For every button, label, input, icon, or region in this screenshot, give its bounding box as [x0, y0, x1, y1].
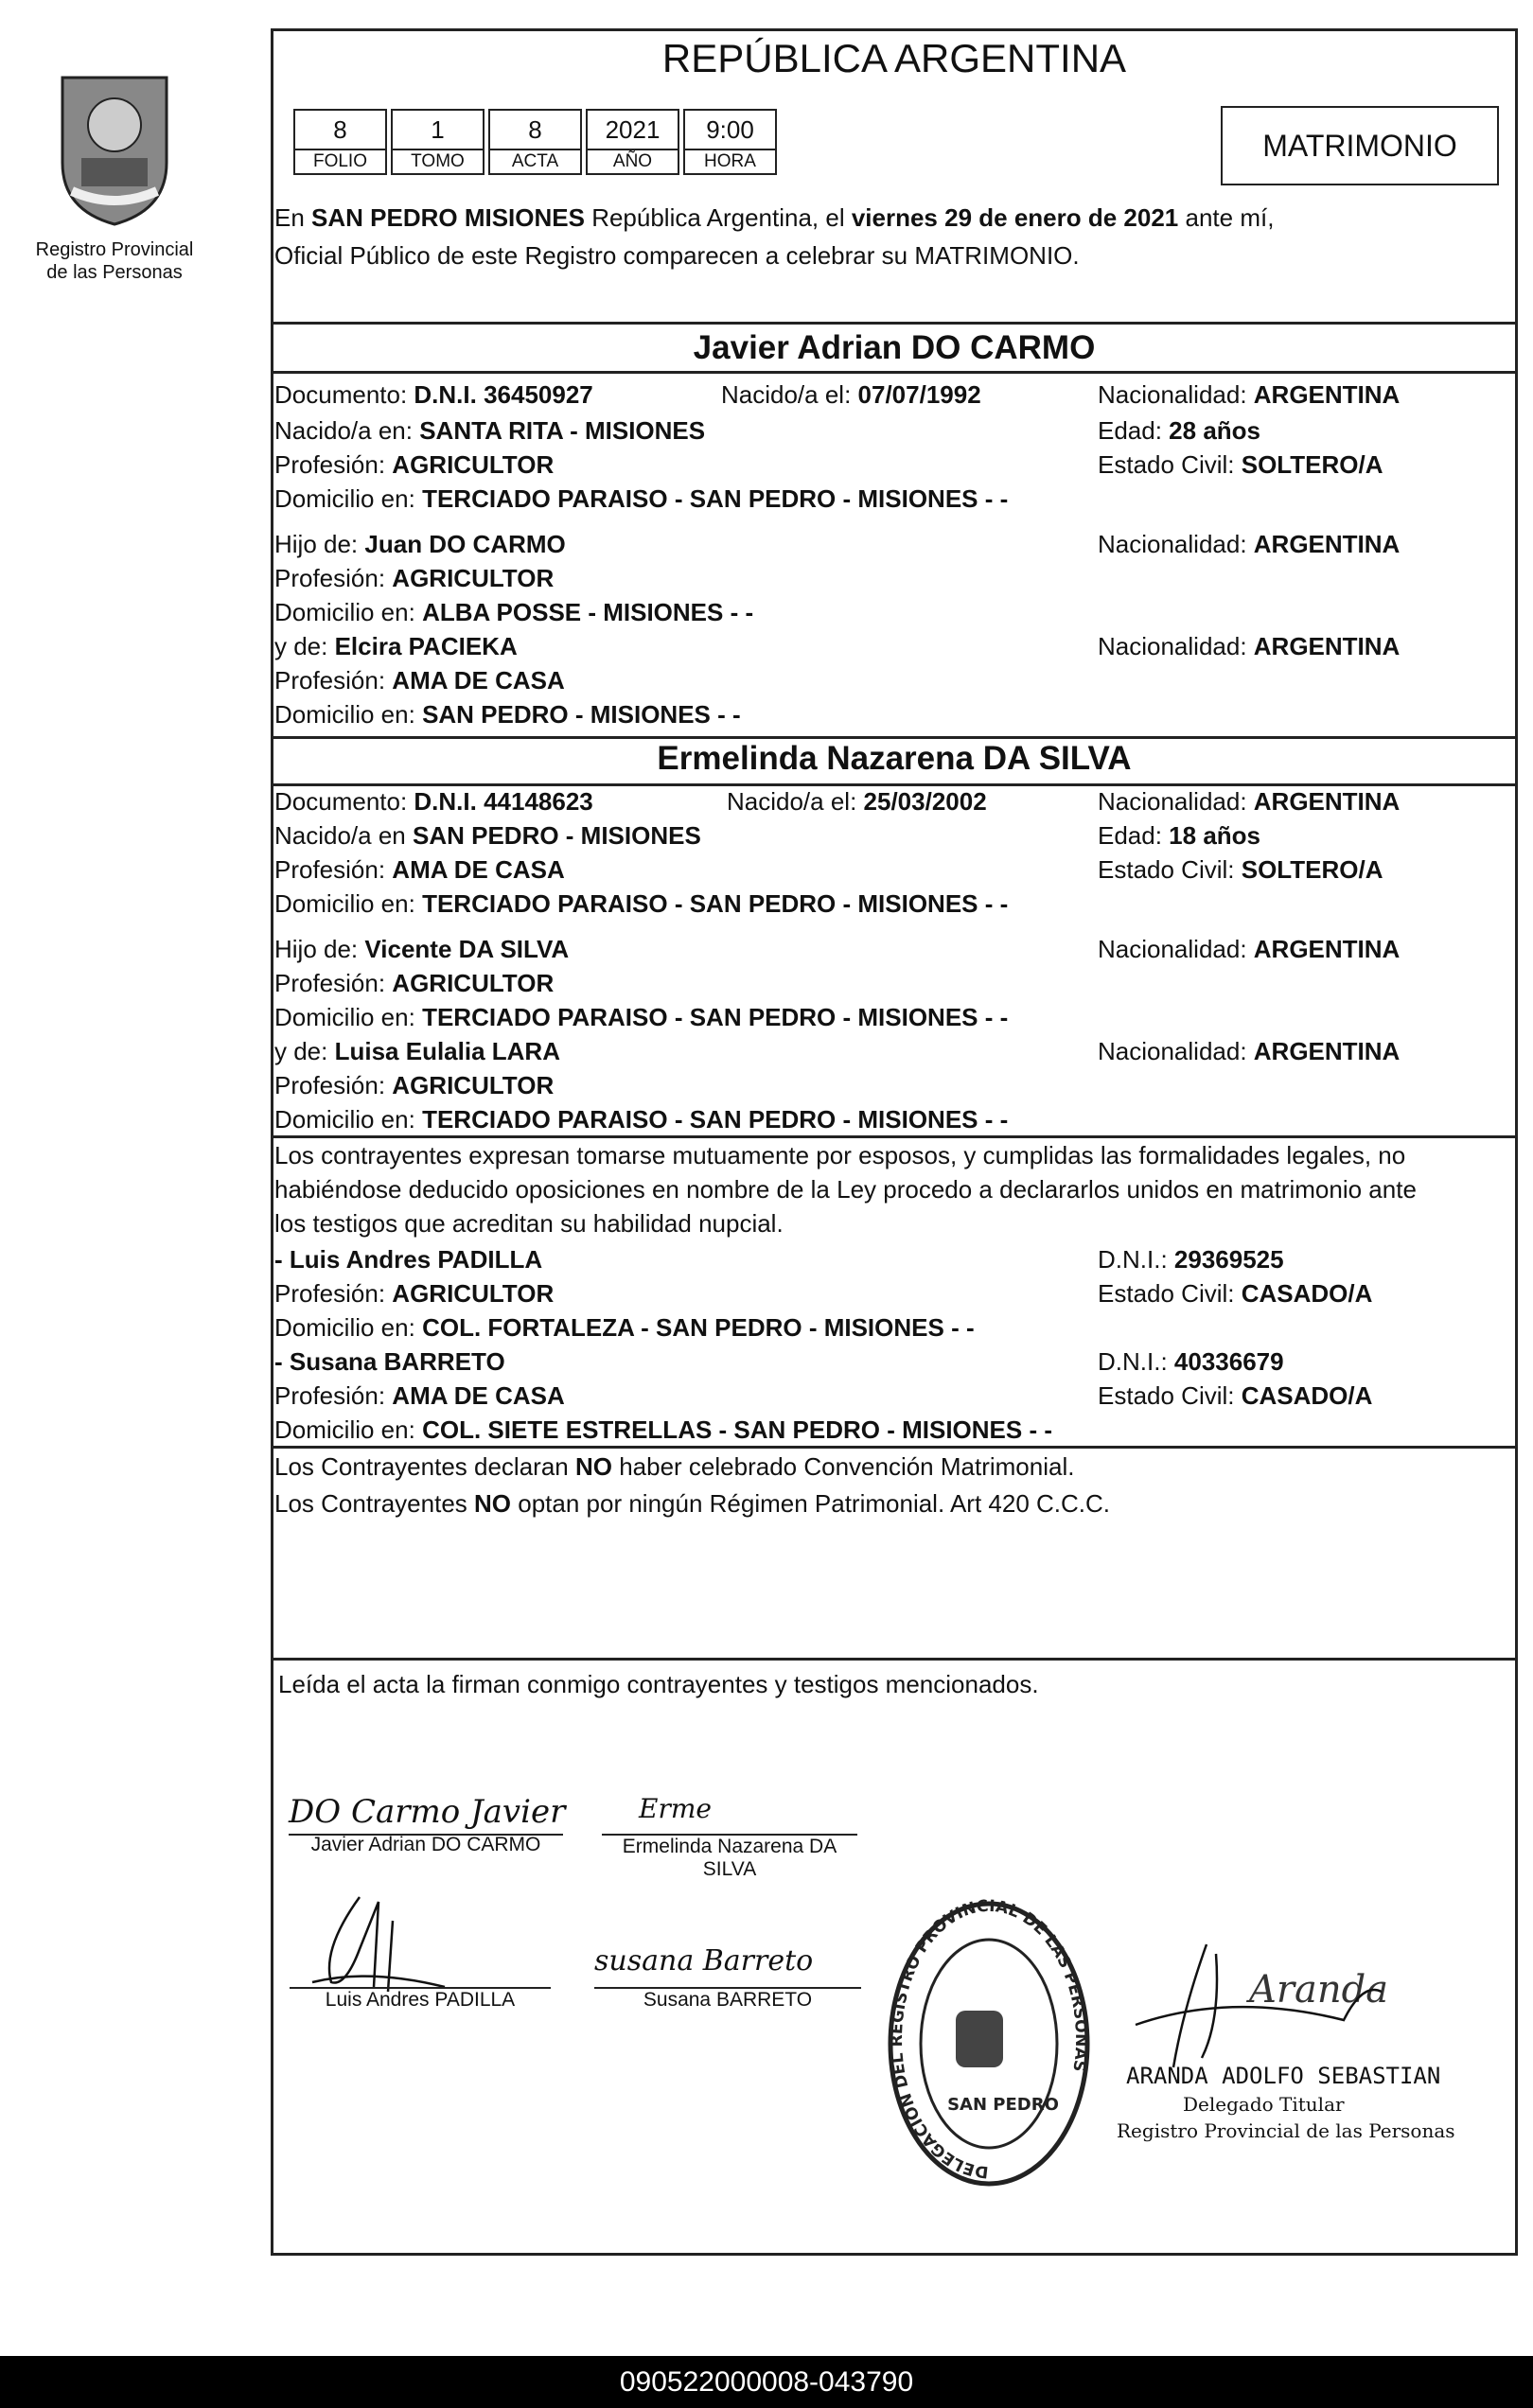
witness-1-signature-caption: Luis Andres PADILLA	[325, 1989, 516, 2011]
bride-doc	[274, 787, 593, 817]
field-value: 29369525	[1173, 1245, 1284, 1274]
groom-nationality	[1098, 380, 1400, 410]
groom-profession	[274, 450, 554, 480]
field-value: AGRICULTOR	[392, 564, 555, 592]
field-label: Nacionalidad:	[1098, 530, 1254, 558]
field-value: AMA DE CASA	[392, 1381, 565, 1410]
field-label: Hijo de:	[274, 935, 365, 963]
field-label: Edad:	[1098, 416, 1170, 445]
witness-2-dni	[1098, 1347, 1284, 1377]
year-label: AÑO	[612, 151, 653, 171]
witness-1-name: - Luis Andres PADILLA	[274, 1245, 543, 1274]
field-value: AMA DE CASA	[392, 855, 565, 884]
divider	[271, 1658, 1518, 1661]
regime-text: Los Contrayentes	[274, 1489, 475, 1518]
bride-mother-address	[274, 1105, 1008, 1134]
groom-signature-caption: Javier Adrian DO CARMO	[310, 1834, 541, 1855]
groom-name: Javier Adrian DO CARMO	[693, 329, 1096, 366]
groom-father-address	[274, 598, 753, 627]
field-label: Domicilio en:	[274, 484, 423, 513]
field-value: ARGENTINA	[1253, 935, 1401, 963]
intro-text: República Argentina, el	[584, 203, 852, 232]
field-value: 40336679	[1173, 1347, 1284, 1376]
record-type-box: MATRIMONIO	[1221, 106, 1499, 185]
field-value: Juan DO CARMO	[364, 530, 566, 558]
divider	[271, 322, 1518, 325]
bride-civil-status	[1098, 855, 1383, 885]
field-label: Domicilio en:	[274, 1313, 423, 1342]
declaration-line-2: habiéndose deducido oposiciones en nombre de la Ley procedo a declararlos unidos en matrimonio ante	[274, 1175, 1417, 1204]
field-value: ARGENTINA	[1253, 632, 1401, 660]
witness-2-address	[274, 1415, 1052, 1445]
field-label: Profesión:	[274, 969, 393, 997]
regime-no: NO	[474, 1489, 512, 1518]
field-value: 25/03/2002	[863, 787, 987, 816]
field-label: Profesión:	[274, 666, 393, 694]
field-value: CASADO/A	[1241, 1279, 1373, 1308]
intro-line-2: Oficial Público de este Registro comparecen a celebrar su MATRIMONIO.	[274, 241, 1080, 270]
groom-signature: DO Carmo Javier	[289, 1793, 566, 1831]
acta-label: ACTA	[511, 151, 559, 171]
hour-cell	[683, 109, 777, 175]
field-value: 07/07/1992	[857, 380, 981, 409]
groom-mother-nationality	[1098, 632, 1400, 661]
witness-2-civil-status	[1098, 1381, 1372, 1411]
witness-2-signature-caption: Susana BARRETO	[643, 1989, 813, 2011]
divider	[271, 736, 1518, 739]
field-value: 28 años	[1169, 416, 1260, 445]
regime-statement	[274, 1489, 1110, 1519]
hour-value: 9:00	[685, 111, 775, 150]
field-value: TERCIADO PARAISO - SAN PEDRO - MISIONES - -	[422, 1003, 1009, 1031]
field-value: SANTA RITA - MISIONES	[419, 416, 706, 445]
bride-address	[274, 889, 1008, 919]
intro-text: En	[274, 203, 312, 232]
field-value: TERCIADO PARAISO - SAN PEDRO - MISIONES - -	[422, 889, 1009, 918]
field-label: Domicilio en:	[274, 1105, 423, 1134]
year-value: 2021	[588, 111, 678, 150]
field-value: Luisa Eulalia LARA	[334, 1037, 560, 1065]
bride-age	[1098, 821, 1260, 851]
field-value: AGRICULTOR	[392, 1279, 555, 1308]
witness-1-profession	[274, 1279, 554, 1309]
field-value: CASADO/A	[1241, 1381, 1373, 1410]
regime-text: Los Contrayentes declaran	[274, 1452, 575, 1481]
groom-born-date	[721, 380, 981, 410]
bride-born-in	[274, 821, 701, 851]
field-label: Nacionalidad:	[1098, 935, 1254, 963]
groom-age	[1098, 416, 1260, 446]
bride-father-address	[274, 1003, 1008, 1032]
bride-profession	[274, 855, 565, 885]
logo-caption-line-1: Registro Provincial	[35, 239, 194, 260]
field-value: D.N.I. 36450927	[414, 380, 593, 409]
field-value: SOLTERO/A	[1241, 855, 1383, 884]
field-value: Vicente DA SILVA	[364, 935, 570, 963]
province-logo	[44, 59, 185, 229]
field-label: Nacionalidad:	[1098, 632, 1254, 660]
witness-1-signature	[303, 1892, 454, 1996]
groom-father	[274, 530, 566, 559]
field-value: COL. SIETE ESTRELLAS - SAN PEDRO - MISIONES - -	[422, 1415, 1052, 1444]
acta-cell	[488, 109, 582, 175]
hour-label: HORA	[704, 151, 756, 171]
bride-signature: Erme	[639, 1793, 712, 1824]
field-value: TERCIADO PARAISO - SAN PEDRO - MISIONES - -	[422, 1105, 1009, 1134]
field-value: ALBA POSSE - MISIONES - -	[422, 598, 754, 626]
groom-civil-status	[1098, 450, 1383, 480]
official-organization: Registro Provincial de las Personas	[1117, 2119, 1455, 2142]
groom-father-nationality	[1098, 530, 1400, 559]
groom-father-profession	[274, 564, 554, 593]
field-label: Documento:	[274, 787, 414, 816]
field-label: Profesión:	[274, 450, 393, 479]
official-name: ARANDA ADOLFO SEBASTIAN	[1126, 2063, 1441, 2089]
field-label: Nacionalidad:	[1098, 1037, 1254, 1065]
bride-mother-profession	[274, 1071, 554, 1100]
field-label: Domicilio en:	[274, 598, 423, 626]
groom-born-in	[274, 416, 705, 446]
field-label: Nacido/a en	[274, 821, 413, 850]
field-label: D.N.I.:	[1098, 1347, 1174, 1376]
bride-signature-caption	[602, 1836, 857, 1881]
field-value: Elcira PACIEKA	[334, 632, 518, 660]
field-label: D.N.I.:	[1098, 1245, 1174, 1274]
intro-line-1	[274, 203, 1274, 233]
groom-mother	[274, 632, 518, 661]
caption-line: SILVA	[702, 1858, 757, 1880]
witness-1-dni	[1098, 1245, 1284, 1274]
bride-father-profession	[274, 969, 554, 998]
field-value: SAN PEDRO - MISIONES	[412, 821, 701, 850]
field-value: SAN PEDRO - MISIONES - -	[422, 700, 741, 729]
field-value: ARGENTINA	[1253, 787, 1401, 816]
bride-father-nationality	[1098, 935, 1400, 964]
field-label: Nacido/a el:	[721, 380, 858, 409]
field-value: ARGENTINA	[1253, 1037, 1401, 1065]
intro-place: SAN PEDRO MISIONES	[311, 203, 585, 232]
witness-1-address	[274, 1313, 975, 1343]
official-stamp	[885, 1897, 1093, 2190]
groom-mother-address	[274, 700, 741, 729]
witness-2-profession	[274, 1381, 565, 1411]
field-value: SOLTERO/A	[1241, 450, 1383, 479]
folio-label: FOLIO	[312, 151, 367, 171]
regime-text: haber celebrado Convención Matrimonial.	[611, 1452, 1075, 1481]
acta-value: 8	[490, 111, 580, 150]
bride-father	[274, 935, 569, 964]
field-label: Profesión:	[274, 1071, 393, 1099]
official-signature-text: Aranda	[1249, 1968, 1389, 2012]
field-value: COL. FORTALEZA - SAN PEDRO - MISIONES - -	[422, 1313, 975, 1342]
field-label: Estado Civil:	[1098, 855, 1242, 884]
regime-text: optan por ningún Régimen Patrimonial. Art 420 C.C.C.	[511, 1489, 1111, 1518]
intro-text: ante mí,	[1178, 203, 1275, 232]
official-title: Delegado Titular	[1183, 2093, 1345, 2116]
bride-nationality	[1098, 787, 1400, 817]
bride-mother	[274, 1037, 560, 1066]
year-cell	[586, 109, 679, 175]
field-value: TERCIADO PARAISO - SAN PEDRO - MISIONES - -	[422, 484, 1009, 513]
field-label: Edad:	[1098, 821, 1170, 850]
field-label: Domicilio en:	[274, 1415, 423, 1444]
stamp-outer-text: DELEGACION DEL REGISTRO PROVINCIAL DE LAS PERSONAS	[887, 1897, 1091, 2182]
field-label: Domicilio en:	[274, 1003, 423, 1031]
divider	[271, 1135, 1518, 1138]
field-label: Hijo de:	[274, 530, 365, 558]
tomo-label: TOMO	[411, 151, 465, 171]
logo-caption-line-2: de las Personas	[46, 262, 183, 283]
logo-caption	[25, 238, 204, 284]
field-label: Estado Civil:	[1098, 1279, 1242, 1308]
witness-1-civil-status	[1098, 1279, 1372, 1309]
field-label: y de:	[274, 632, 335, 660]
groom-mother-profession	[274, 666, 565, 695]
field-label: Estado Civil:	[1098, 450, 1242, 479]
field-label: Nacido/a el:	[727, 787, 864, 816]
field-label: Nacionalidad:	[1098, 380, 1254, 409]
divider	[271, 783, 1518, 786]
bride-born-date	[727, 787, 987, 817]
caption-line: Ermelinda Nazarena DA	[622, 1836, 837, 1857]
field-value: AGRICULTOR	[392, 1071, 555, 1099]
intro-date: viernes 29 de enero de 2021	[851, 203, 1179, 232]
witness-2-signature: susana Barreto	[594, 1944, 814, 1977]
tomo-value: 1	[393, 111, 483, 150]
groom-address	[274, 484, 1008, 514]
declaration-line-3: los testigos que acreditan su habilidad nupcial.	[274, 1209, 784, 1238]
folio-value: 8	[295, 111, 385, 150]
field-value: ARGENTINA	[1253, 380, 1401, 409]
divider	[271, 1446, 1518, 1449]
closing-statement: Leída el acta la firman conmigo contrayentes y testigos mencionados.	[278, 1670, 1039, 1698]
regime-no: NO	[574, 1452, 612, 1481]
field-value: AGRICULTOR	[392, 969, 555, 997]
declaration-line-1: Los contrayentes expresan tomarse mutuamente por esposos, y cumplidas las formalidades legales, no	[274, 1141, 1406, 1169]
field-label: Domicilio en:	[274, 889, 423, 918]
convention-statement	[274, 1452, 1074, 1482]
bride-name: Ermelinda Nazarena DA SILVA	[657, 740, 1132, 777]
field-label: Profesión:	[274, 564, 393, 592]
field-label: Documento:	[274, 380, 414, 409]
field-label: Nacido/a en:	[274, 416, 420, 445]
field-value: D.N.I. 44148623	[414, 787, 593, 816]
field-label: Profesión:	[274, 855, 393, 884]
field-value: AMA DE CASA	[392, 666, 565, 694]
groom-doc	[274, 380, 593, 410]
field-label: Nacionalidad:	[1098, 787, 1254, 816]
field-label: Estado Civil:	[1098, 1381, 1242, 1410]
divider	[271, 371, 1518, 374]
record-metadata	[293, 109, 781, 175]
field-value: ARGENTINA	[1253, 530, 1401, 558]
field-label: Profesión:	[274, 1381, 393, 1410]
witness-2-name: - Susana BARRETO	[274, 1347, 505, 1376]
stamp-inner-text: SAN PEDRO	[947, 2095, 1059, 2115]
tomo-cell	[391, 109, 485, 175]
document-title: REPÚBLICA ARGENTINA	[661, 36, 1127, 80]
field-value: AGRICULTOR	[392, 450, 555, 479]
field-label: Domicilio en:	[274, 700, 423, 729]
bride-mother-nationality	[1098, 1037, 1400, 1066]
field-label: Profesión:	[274, 1279, 393, 1308]
field-label: y de:	[274, 1037, 335, 1065]
document-code-bar: 090522000008-043790	[0, 2356, 1533, 2408]
folio-cell	[293, 109, 387, 175]
field-value: 18 años	[1169, 821, 1260, 850]
